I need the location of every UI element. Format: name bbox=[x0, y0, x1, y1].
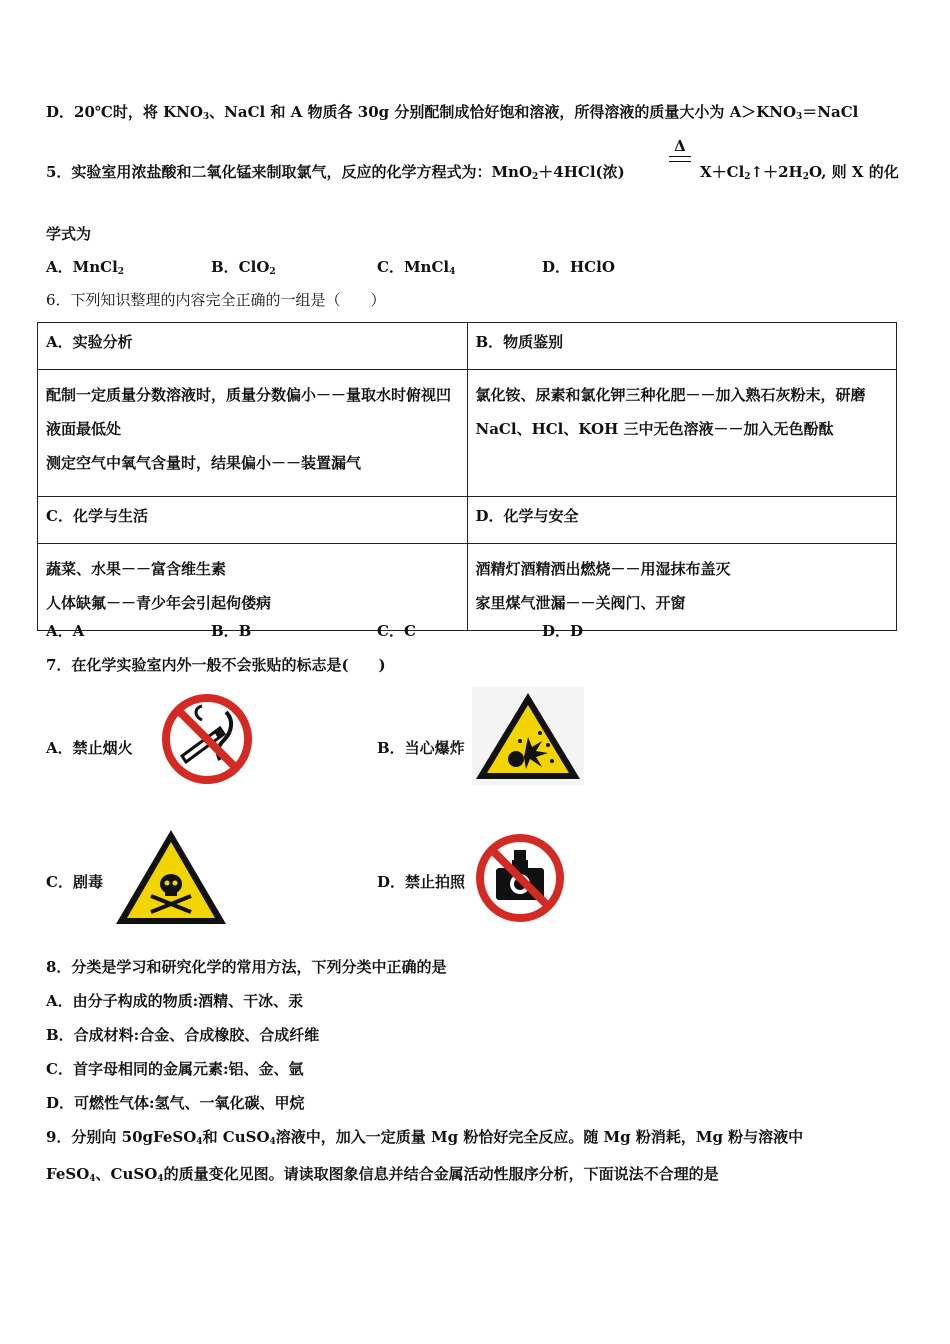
question-9-stem-cont: FeSO$_4$、CuSO$_4$的质量变化见图。请读取图象信息并结合金属活动性服序分析，下面说法不合理的是 bbox=[46, 1165, 719, 1184]
no-smoking-sign-icon bbox=[158, 690, 256, 788]
q5-option-b[interactable]: B．ClO$_2$ bbox=[211, 258, 276, 277]
cell-b-body: 氯化铵、尿素和氯化钾三种化肥－－加入熟石灰粉末，研磨 NaCl、HCl、KOH 三中无色溶液－－加入无色酚酞 bbox=[467, 370, 897, 497]
cell-d-body: 酒精灯酒精洒出燃烧－－用湿抹布盖灭 家里煤气泄漏－－关阀门、开窗 bbox=[467, 544, 897, 631]
question-9-stem: 9．分别向 50gFeSO$_4$和 CuSO$_4$溶液中，加入一定质量 Mg 粉恰好完全反应。随 Mg 粉消耗，Mg 粉与溶液中 bbox=[46, 1128, 804, 1147]
equal-sign bbox=[669, 156, 691, 162]
q5-option-c[interactable]: C．MnCl$_4$ bbox=[377, 258, 456, 277]
q4-option-d: D．20℃时，将 $KNO_3$、NaCl 和 A 物质各 30g 分别配制成恰好饱和溶液，所得溶液的质量大小为 $A>KNO_3=NaCl$ bbox=[46, 103, 859, 122]
q6-option-d[interactable]: D．D bbox=[542, 622, 584, 640]
q5-option-d[interactable]: D．HClO bbox=[542, 258, 615, 276]
cell-c-head: C．化学与生活 bbox=[38, 497, 468, 544]
q7-option-d[interactable]: D．禁止拍照 bbox=[377, 873, 466, 891]
heating-condition: Δ bbox=[669, 137, 691, 155]
question-8-stem: 8．分类是学习和研究化学的常用方法，下列分类中正确的是 bbox=[46, 958, 447, 976]
q6-option-c[interactable]: C．C bbox=[377, 622, 416, 640]
toxic-warning-sign-icon bbox=[113, 826, 229, 928]
cell-d-head: D．化学与安全 bbox=[467, 497, 897, 544]
question-5-products: $X+Cl_2↑+2H_2O$, 则 X 的化 bbox=[700, 163, 899, 182]
question-5-stem: 5．实验室用浓盐酸和二氧化锰来制取氯气，反应的化学方程式为：MnO$_2$＋4HCl(浓) bbox=[46, 163, 625, 182]
q8-option-b[interactable]: B．合成材料:合金、合成橡胶、合成纤维 bbox=[46, 1026, 320, 1044]
q6-option-b[interactable]: B．B bbox=[211, 622, 252, 640]
cell-a-head: A．实验分析 bbox=[38, 323, 468, 370]
cell-a-body: 配制一定质量分数溶液时，质量分数偏小－－量取水时俯视凹液面最低处 测定空气中氧气含量时，结果偏小－－装置漏气 bbox=[38, 370, 468, 497]
q8-option-a[interactable]: A．由分子构成的物质:酒精、干冰、汞 bbox=[46, 992, 304, 1010]
q7-option-b[interactable]: B．当心爆炸 bbox=[377, 739, 465, 757]
q5-option-a[interactable]: A．MnCl$_2$ bbox=[46, 258, 125, 277]
q6-option-a[interactable]: A．A bbox=[46, 622, 85, 640]
no-photography-sign-icon bbox=[472, 830, 568, 926]
question-6-stem: 6．下列知识整理的内容完全正确的一组是（ ） bbox=[46, 291, 386, 309]
knowledge-table bbox=[37, 322, 897, 631]
cell-b-head: B．物质鉴别 bbox=[467, 323, 897, 370]
question-5-stem-cont: 学式为 bbox=[46, 225, 92, 243]
q7-option-a[interactable]: A．禁止烟火 bbox=[46, 739, 133, 757]
q7-option-c[interactable]: C．剧毒 bbox=[46, 873, 103, 891]
q8-option-d[interactable]: D．可燃性气体:氢气、一氧化碳、甲烷 bbox=[46, 1094, 305, 1112]
q8-option-c[interactable]: C．首字母相同的金属元素:铝、金、氩 bbox=[46, 1060, 304, 1078]
cell-c-body: 蔬菜、水果－－富含维生素 人体缺氟－－青少年会引起佝偻病 bbox=[38, 544, 468, 631]
question-7-stem: 7．在化学实验室内外一般不会张贴的标志是( ) bbox=[46, 656, 386, 674]
explosion-warning-sign-icon bbox=[472, 687, 584, 785]
